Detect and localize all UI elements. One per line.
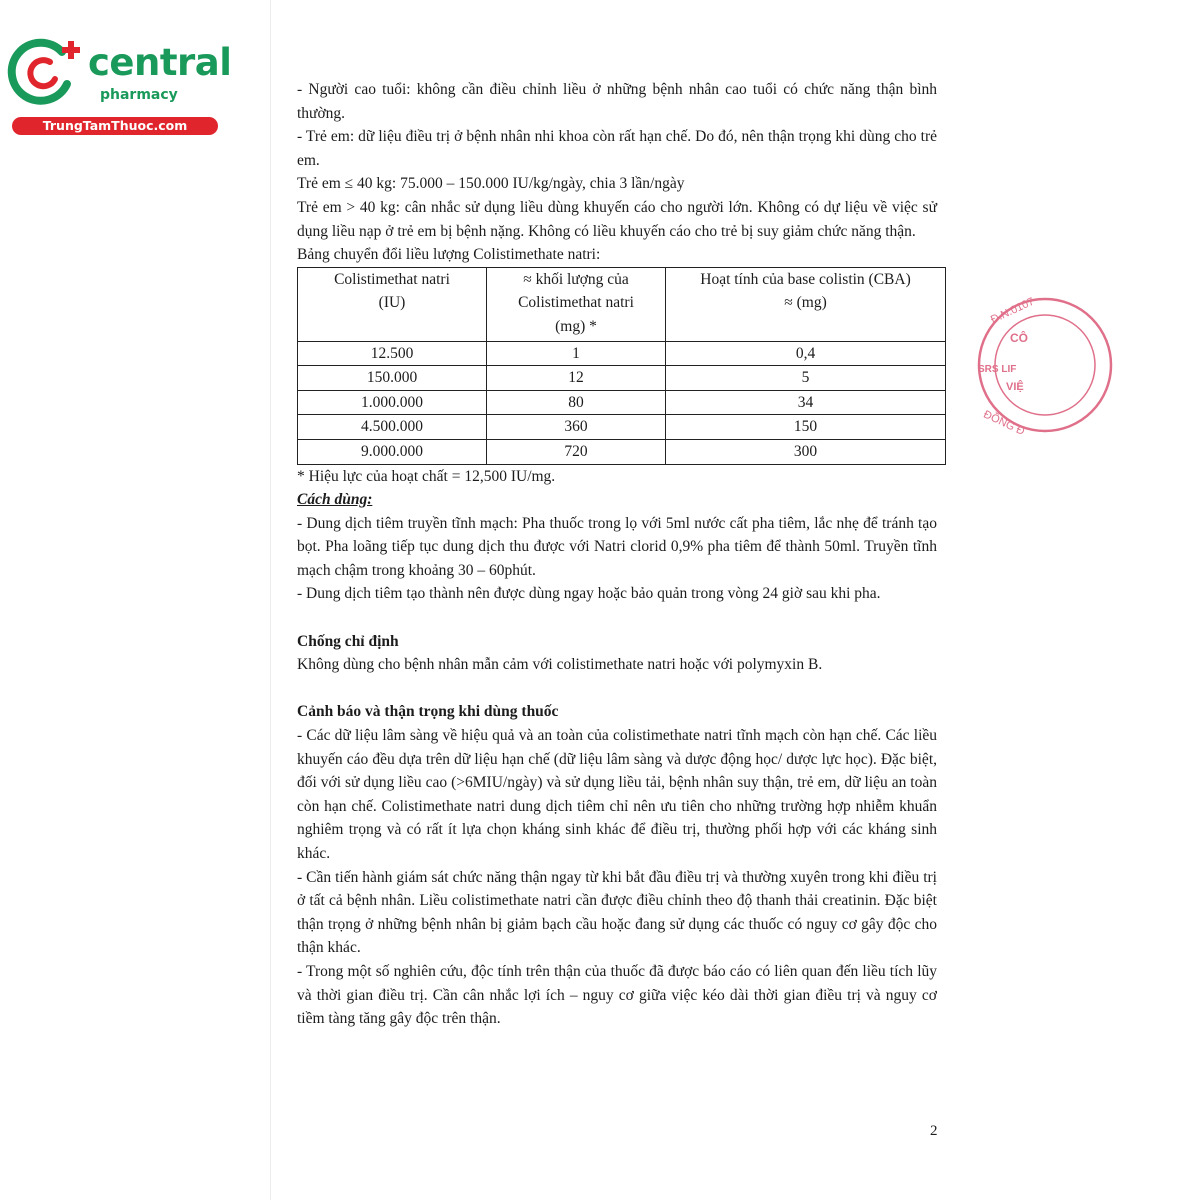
children-over-40kg: Trẻ em > 40 kg: cân nhắc sử dụng liều dùng khuyến cáo cho người lớn. Không có dự liệu về việc sử dụng liều nạp ở trẻ em bị bệnh nặng. Không có liều khuyến cáo cho trẻ bị suy giảm chức năng thận. bbox=[297, 198, 937, 240]
table-header-row bbox=[298, 267, 946, 341]
usage-heading: Cách dùng: bbox=[297, 491, 373, 509]
elderly-paragraph: - Người cao tuổi: không cần điều chỉnh liều ở những bệnh nhân cao tuổi có chức năng thận bình thường. bbox=[297, 81, 937, 122]
table-row: 12.500 1 0,4 bbox=[298, 341, 946, 366]
svg-text:CÔ: CÔ bbox=[1010, 331, 1028, 345]
svg-text:VIỆ: VIỆ bbox=[1006, 381, 1024, 393]
central-pharmacy-logo bbox=[10, 38, 232, 138]
contraindications-heading: Chống chỉ định bbox=[297, 632, 399, 650]
svg-text:Đ.N.0107: Đ.N.0107 bbox=[988, 295, 1037, 327]
document-body bbox=[297, 78, 937, 1031]
children-paragraph: - Trẻ em: dữ liệu điều trị ở bệnh nhân nhi khoa còn rất hạn chế. Do đó, nên thận trọng khi dùng cho trẻ em. bbox=[297, 128, 937, 169]
company-seal-stamp bbox=[970, 290, 1037, 440]
header-iu: Colistimethat natri (IU) bbox=[298, 267, 487, 341]
table-caption: Bảng chuyển đổi liều lượng Colistimethate natri: bbox=[297, 246, 601, 264]
svg-text:ĐỒNG Đ: ĐỒNG Đ bbox=[981, 408, 1027, 438]
table-row: 9.000.000 720 300 bbox=[298, 439, 946, 464]
logo-subtitle: pharmacy bbox=[100, 87, 178, 103]
children-under-40kg: Trẻ em ≤ 40 kg: 75.000 – 150.000 IU/kg/ngày, chia 3 lần/ngày bbox=[297, 175, 685, 193]
usage-paragraph: - Dung dịch tiêm tạo thành nên được dùng ngay hoặc bảo quản trong vòng 24 giờ sau khi pha. bbox=[297, 585, 881, 603]
pharmacy-c-cross-icon bbox=[10, 38, 92, 108]
warnings-heading: Cảnh báo và thận trọng khi dùng thuốc bbox=[297, 703, 559, 721]
svg-text:SRS LIF: SRS LIF bbox=[978, 364, 1017, 375]
table-row: 1.000.000 80 34 bbox=[298, 390, 946, 415]
spacer bbox=[297, 606, 937, 630]
spacer bbox=[297, 677, 937, 701]
header-cba: Hoạt tính của base colistin (CBA) ≈ (mg) bbox=[666, 267, 946, 341]
header-mass: ≈ khối lượng của Colistimethat natri (mg) * bbox=[487, 267, 666, 341]
logo-brand: central bbox=[88, 41, 232, 84]
page-number: 2 bbox=[930, 1123, 938, 1139]
warnings-paragraph: - Cần tiến hành giám sát chức năng thận ngay từ khi bắt đầu điều trị và thường xuyên trong khi điều trị ở tất cả bệnh nhân. Liều colistimethate natri cần được điều chỉnh theo độ thanh thải creatinin. Đặc biệt thận trọng ở những bệnh nhân bị giảm bạch cầu hoặc đang sử dụng các thuốc có nguy cơ gây độc cho thận khác. bbox=[297, 868, 937, 957]
table-row: 4.500.000 360 150 bbox=[298, 415, 946, 440]
seal-icon bbox=[970, 290, 1080, 440]
warnings-paragraph: - Các dữ liệu lâm sàng về hiệu quả và an toàn của colistimethate natri tĩnh mạch còn hạn chế. Các liều khuyến cáo đều dựa trên dữ liệu hạn chế (dữ liệu lâm sàng và dược động học/ dược lực học). Đặc biệt, đối với sử dụng liều cao (>6MIU/ngày) và sử dụng liều tải, bệnh nhân suy thận, trẻ em, dữ liệu an toàn còn hạn chế. Colistimethate natri dung dịch tiêm chỉ nên ưu tiên cho những trường hợp nhiễm khuẩn nghiêm trọng và có rất ít lựa chọn kháng sinh khác để điều trị, thường phối hợp với các kháng sinh khác. bbox=[297, 727, 937, 862]
page-edge bbox=[270, 0, 271, 1200]
contraindications-text: Không dùng cho bệnh nhân mẫn cảm với colistimethate natri hoặc với polymyxin B. bbox=[297, 656, 823, 674]
warnings-paragraph: - Trong một số nghiên cứu, độc tính trên thận của thuốc đã được báo cáo có liên quan đến liều tích lũy và thời gian điều trị. Cần cân nhắc lợi ích – nguy cơ giữa việc kéo dài thời gian điều trị và nguy cơ tiềm tàng tăng gây độc trên thận. bbox=[297, 962, 937, 1028]
table-row: 150.000 12 5 bbox=[298, 366, 946, 391]
logo-url-banner: TrungTamThuoc.com bbox=[12, 117, 218, 135]
dose-conversion-table bbox=[297, 267, 946, 465]
usage-paragraph: - Dung dịch tiêm truyền tĩnh mạch: Pha thuốc trong lọ với 5ml nước cất pha tiêm, lắc nhẹ để tránh tạo bọt. Pha loãng tiếp tục dung dịch thu được với Natri clorid 0,9% pha tiêm để thành 50ml. Truyền tĩnh mạch chậm trong khoảng 30 – 60phút. bbox=[297, 514, 937, 579]
table-footnote: * Hiệu lực của hoạt chất = 12,500 IU/mg. bbox=[297, 467, 556, 485]
